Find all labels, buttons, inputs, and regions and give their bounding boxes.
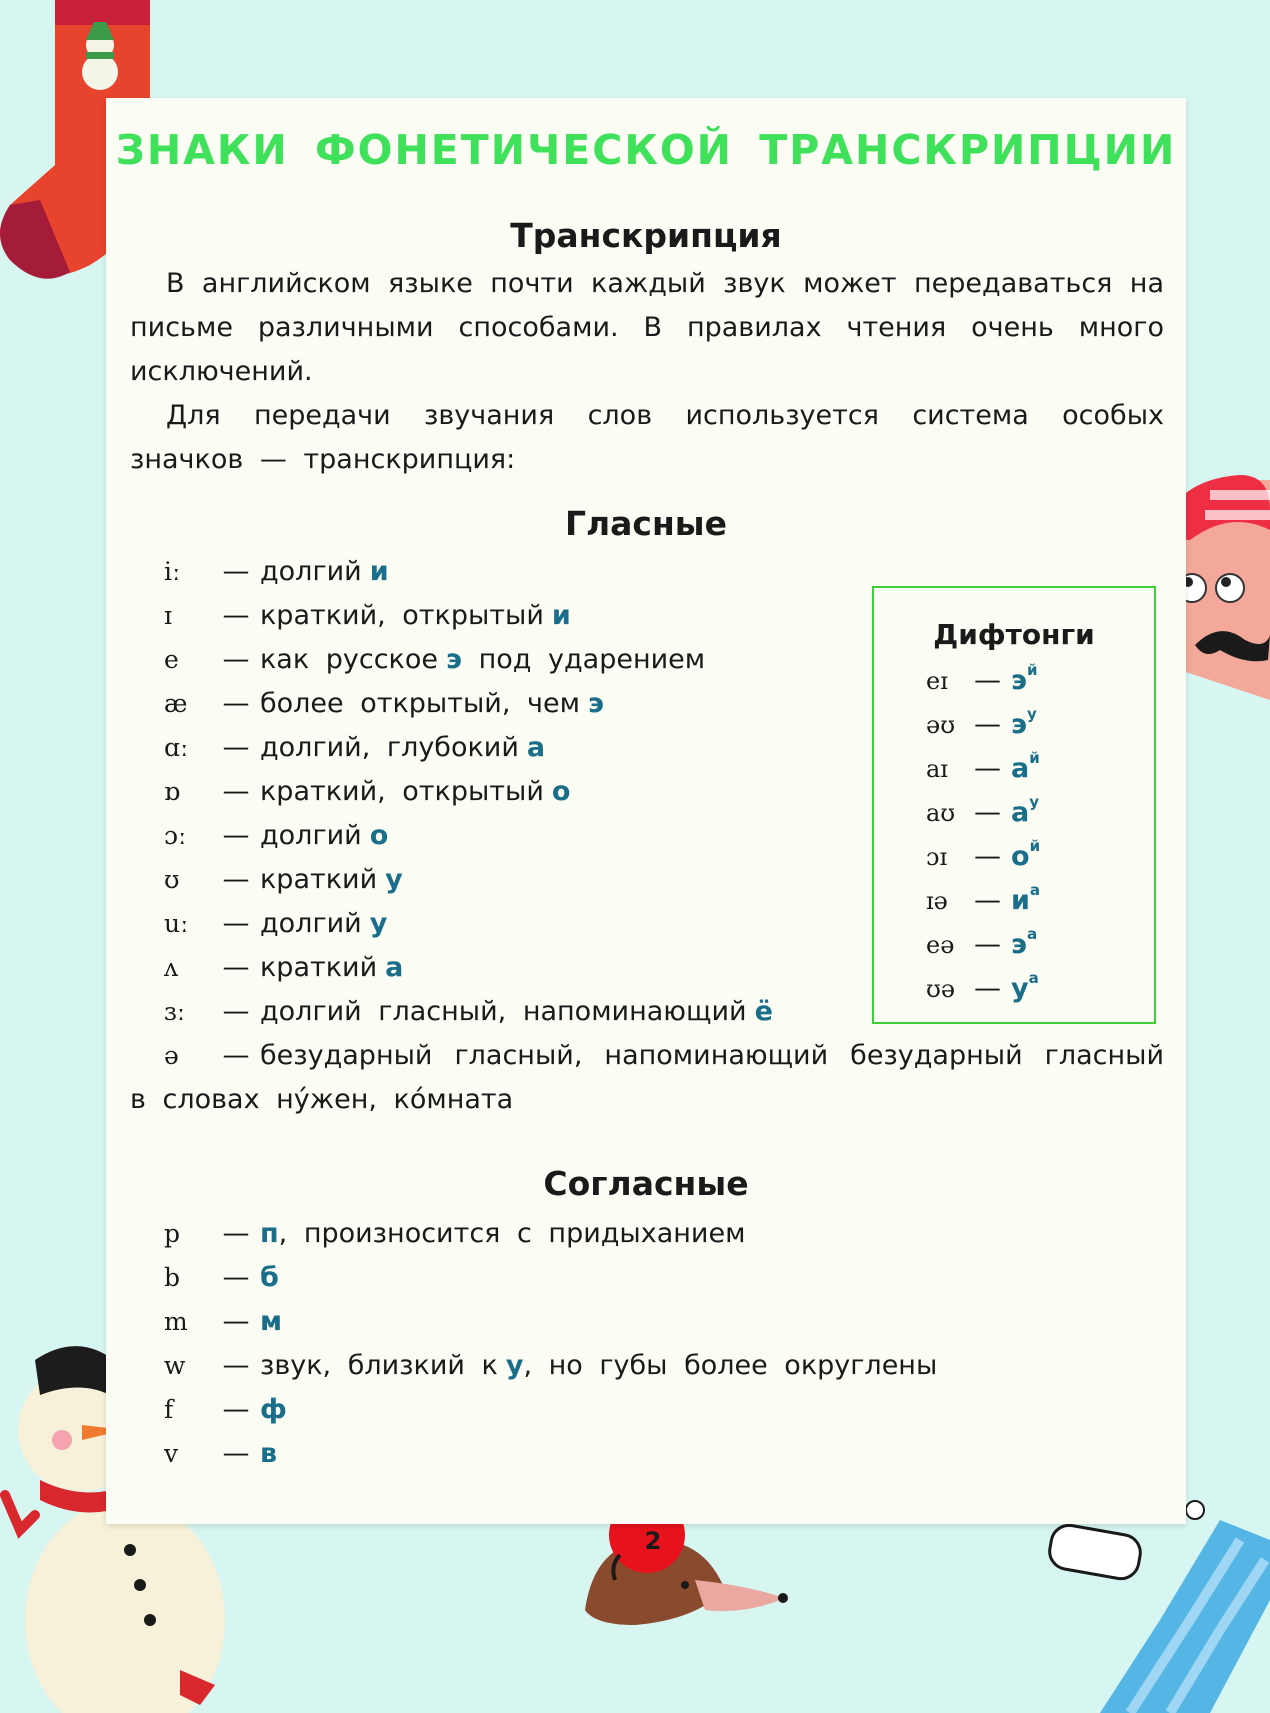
diphthong-row: əʊ — $э^у$ (926, 705, 1037, 740)
vowel-row: ɑː — долгий, глубокий а (164, 732, 546, 763)
vowel-row: ʌ — краткий а (164, 952, 404, 983)
diphthong-row: ɪə — $и^а$ (926, 881, 1041, 916)
vowel-row: uː — долгий у (164, 908, 388, 939)
vowel-row: æ — более открытый, чем э (164, 688, 604, 719)
page-card (106, 98, 1186, 1524)
diphthong-row: eə — $э^а$ (926, 925, 1038, 960)
consonant-row: m — м (164, 1306, 283, 1337)
schwa-text: безударный гласный, напоминающий безударный гласный в словах ну́жен, ко́мната (130, 1040, 1164, 1115)
vowel-row: iː — долгий и (164, 556, 389, 587)
diphthongs-box (872, 586, 1156, 1024)
vowel-row: ʊ — краткий у (164, 864, 403, 895)
consonant-row: p — п, произносится с придыханием (164, 1218, 746, 1249)
consonant-row: f — ф (164, 1394, 287, 1425)
consonant-row: w — звук, близкий к у, но губы более округлены (164, 1350, 938, 1381)
vowel-row: ɒ — краткий, открытый о (164, 776, 571, 807)
transcription-paragraph-1: В английском языке почти каждый звук может передаваться на письме различными способами. В правилах чтения очень много исключений. (130, 268, 1164, 387)
diphthong-row: ʊə — $у^а$ (926, 969, 1039, 1004)
vowels-heading: Гласные (564, 504, 728, 543)
page-number: 2 (644, 1527, 662, 1555)
diphthong-row: eɪ — $э^й$ (926, 661, 1038, 696)
consonants-heading: Согласные (543, 1164, 749, 1203)
consonant-row: b — б (164, 1262, 279, 1293)
transcription-heading: Транскрипция (510, 216, 782, 255)
diphthong-row: aɪ — $а^й$ (926, 749, 1040, 784)
diphthongs-heading: Дифтонги (933, 618, 1095, 651)
vowel-row: ɔː — долгий о (164, 820, 389, 851)
vowel-row: ɜː — долгий гласный, напоминающий ё (164, 996, 773, 1027)
diphthong-row: ɔɪ — $о^й$ (926, 837, 1041, 872)
vowel-schwa-row: ə — безударный гласный, напоминающий безударный гласный в словах ну́жен, ко́мната (130, 1040, 1164, 1115)
page-title: ЗНАКИ ФОНЕТИЧЕСКОЙ ТРАНСКРИПЦИИ (115, 126, 1177, 174)
diphthong-row: aʊ — $а^у$ (926, 793, 1040, 828)
transcription-paragraph-2: Для передачи звучания слов используется система особых значков — транскрипция: (130, 400, 1164, 475)
scarf-illustration (1040, 1500, 1270, 1713)
vowel-row: ɪ — краткий, открытый и (164, 600, 571, 631)
consonant-row: v — в (164, 1438, 278, 1469)
vowel-row: e — как русское э под ударением (164, 644, 706, 675)
